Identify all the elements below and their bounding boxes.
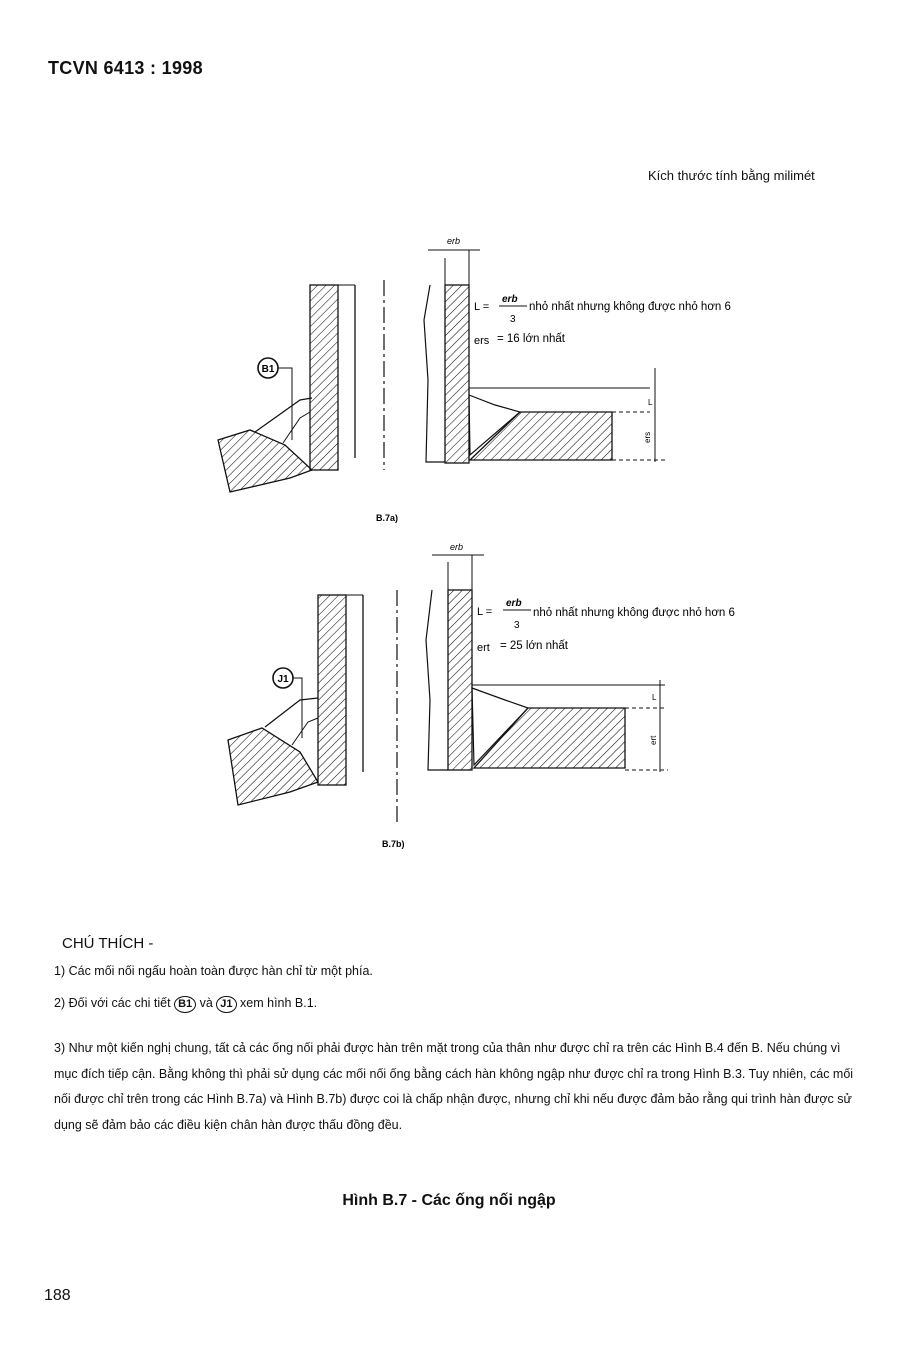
base-plate-left-b (228, 728, 318, 805)
side-dim-a: L (648, 398, 653, 407)
formula-num-b: erb (506, 598, 522, 609)
units-note: Kích thước tính bằng milimét (648, 168, 815, 183)
notes-title: CHÚ THÍCH - (62, 935, 154, 952)
sub-caption-b: B.7b) (382, 839, 405, 849)
note-2 (54, 990, 854, 1016)
limit-text-b: = 25 lớn nhất (500, 640, 568, 652)
thickness-label-b: erb (450, 542, 464, 552)
limit-text-a: = 16 lớn nhất (497, 333, 565, 345)
note-2-marker-j1: J1 (216, 996, 236, 1013)
figure-b (228, 542, 735, 849)
note-2-prefix: 2) Đối với các chi tiết (54, 996, 171, 1010)
base-plate-right-b (474, 708, 625, 768)
limit-label-a: ers (474, 335, 490, 347)
shell-wall-section (310, 285, 338, 470)
formula-text-b: nhỏ nhất nhưng không được nhỏ hơn 6 (533, 607, 735, 619)
formula-den-a: 3 (510, 314, 516, 325)
note-2-marker-b1: B1 (174, 996, 196, 1013)
formula-text-a: nhỏ nhất nhưng không được nhỏ hơn 6 (529, 301, 731, 313)
thickness-label-a: erb (447, 236, 461, 246)
side-dim2-b: ert (649, 735, 658, 745)
detail-marker-j1-label: J1 (277, 674, 289, 685)
limit-label-b: ert (477, 642, 490, 654)
detail-marker-b1-label: B1 (261, 364, 275, 375)
page-number: 188 (44, 1287, 71, 1304)
note-2-suffix: xem hình B.1. (240, 996, 318, 1010)
note-3: 3) Như một kiến nghị chung, tất cả các ống nối phải được hàn trên mặt trong của thân như được chỉ ra trên các Hình B.4 đến B. Nếu chúng vì mục đích tiếp cận. Bằng không thì phải sử dụng các mối nối ống bằng cách hàn không ngập như được chỉ ra trong Hình B.3. Tuy nhiên, các mối nối được chỉ trên trong các Hình B.7a) và Hình B.7b) được coi là chấp nhận được, nhưng chỉ khi nếu được đảm bảo rằng qui trình hàn được sử dụng sẽ đảm bảo các điều kiện chân hàn được thấu đồng đều. (54, 1041, 854, 1132)
base-plate-left (218, 430, 312, 492)
nozzle-wall-section (445, 285, 469, 463)
sub-caption-a: B.7a) (376, 513, 399, 523)
side-dim-b: L (652, 693, 657, 702)
formula-num-a: erb (502, 294, 518, 305)
formula-lhs-b: L = (477, 606, 493, 618)
figure-caption: Hình B.7 - Các ống nối ngập (342, 1192, 556, 1209)
figure-a (218, 236, 731, 523)
formula-lhs-a: L = (474, 301, 490, 313)
nozzle-wall-section-b (448, 590, 472, 770)
document-header: TCVN 6413 : 1998 (48, 58, 203, 78)
shell-wall-section-b (318, 595, 346, 785)
note-1: 1) Các mối nối ngấu hoàn toàn được hàn chỉ từ một phía. (54, 964, 373, 978)
note-2-mid: và (199, 996, 213, 1010)
formula-den-b: 3 (514, 620, 520, 631)
side-dim2-a: ers (643, 431, 652, 443)
